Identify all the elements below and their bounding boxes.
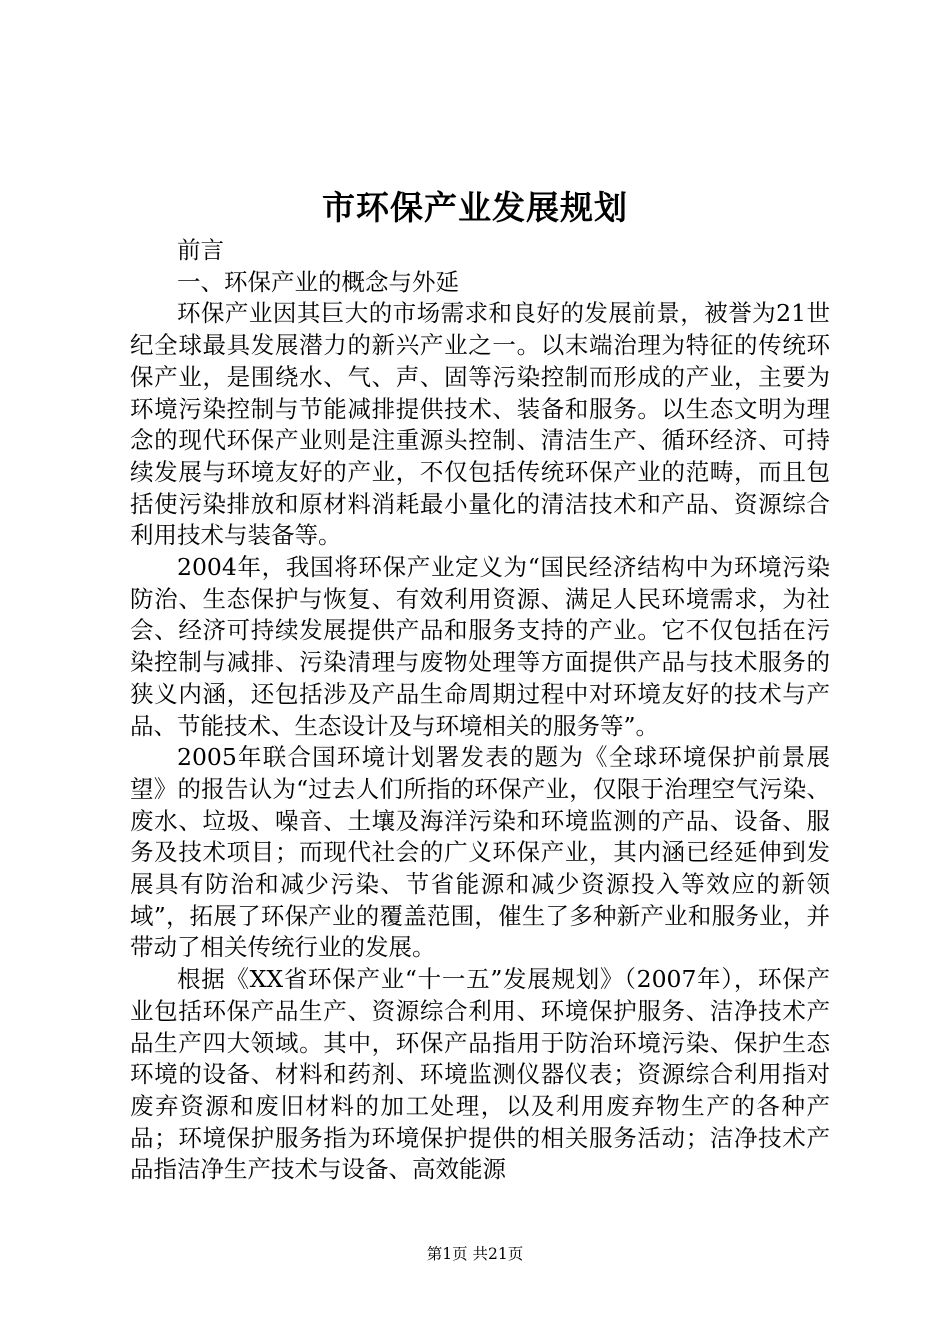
document-title: 市环保产业发展规划 — [322, 188, 628, 227]
document-body — [130, 235, 830, 1186]
paragraph: 环保产业因其巨大的市场需求和良好的发展前景，被誉为21世纪全球最具发展潜力的新兴产业之一。以末端治理为特征的传统环保产业，是围绕水、气、声、固等污染控制而形成的产业，主要为环境污染控制与节能减排提供技术、装备和服务。以生态文明为理念的现代环保产业则是注重源头控制、清洁生产、循环经济、可持续发展与环境友好的产业，不仅包括传统环保产业的范畴，而且包括使污染排放和原材料消耗最小量化的清洁技术和产品、资源综合利用技术与装备等。 — [130, 299, 830, 550]
page-footer: 第1页 共21页 — [426, 1245, 524, 1263]
paragraph: 2004年，我国将环保产业定义为“国民经济结构中为环境污染防治、生态保护与恢复、有效利用资源、满足人民环境需求，为社会、经济可持续发展提供产品和服务支持的产业。它不仅包括在污染控制与减排、污染清理与废物处理等方面提供产品与技术服务的狭义内涵，还包括涉及产品生命周期过程中对环境友好的技术与产品、节能技术、生态设计及与环境相关的服务等”。 — [130, 553, 830, 740]
paragraph-preface: 前言 — [177, 236, 224, 264]
section-heading: 一、环保产业的概念与外延 — [177, 267, 459, 296]
paragraph: 根据《XX省环保产业“十一五”发展规划》（2007年），环保产业包括环保产品生产、资源综合利用、环境保护服务、洁净技术产品生产四大领域。其中，环保产品指用于防治环境污染、保护生态环境的设备、材料和药剂、环境监测仪器仪表；资源综合利用指对废弃资源和废旧材料的加工处理，以及利用废弃物生产的各种产品；环境保护服务指为环境保护提供的相关服务活动；洁净技术产品指洁净生产技术与设备、高效能源 — [130, 965, 830, 1184]
paragraph: 2005年联合国环境计划署发表的题为《全球环境保护前景展望》的报告认为“过去人们所指的环保产业，仅限于治理空气污染、废水、垃圾、噪音、土壤及海洋污染和环境监测的产品、设备、服务及技术项目；而现代社会的广义环保产业，其内涵已经延伸到发展具有防治和减少污染、节省能源和减少资源投入等效应的新领域”，拓展了环保产业的覆盖范围，催生了多种新产业和服务业，并带动了相关传统行业的发展。 — [130, 743, 830, 962]
